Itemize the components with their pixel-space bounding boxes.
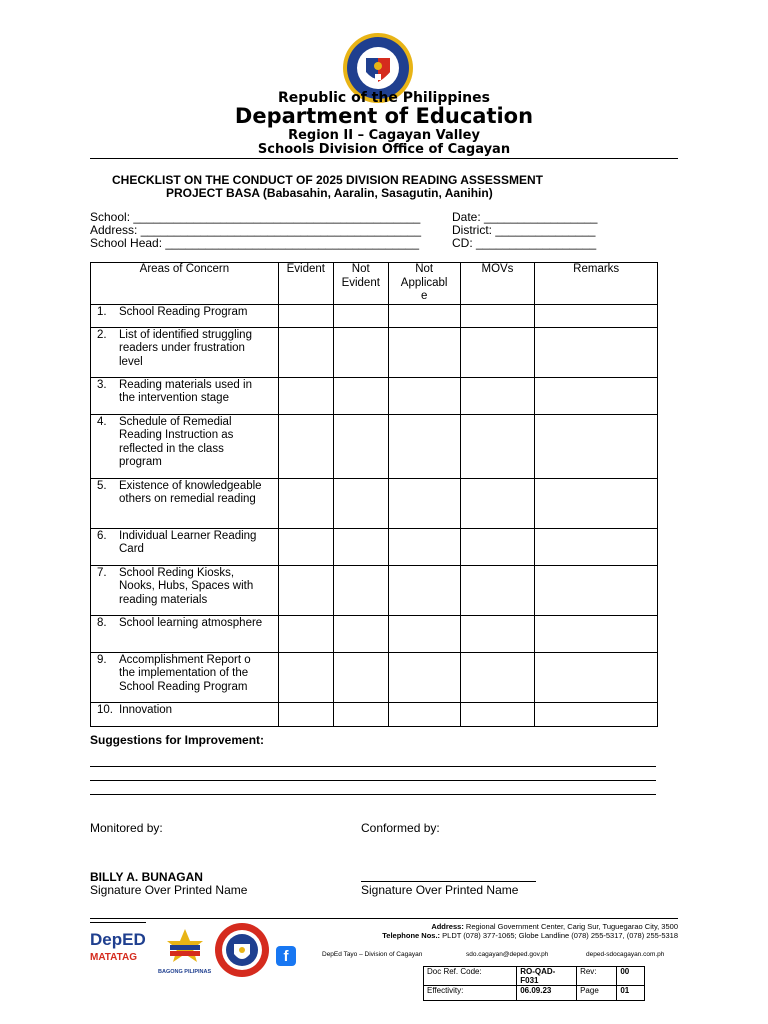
school-field[interactable]: School: ___________________________________________ <box>90 210 421 224</box>
address-field[interactable]: Address: __________________________________________ <box>90 223 421 237</box>
suggestions-label: Suggestions for Improvement: <box>90 733 265 747</box>
not-evident-cell[interactable] <box>333 615 388 652</box>
division-of-cagayan-seal <box>214 922 270 978</box>
document-title: CHECKLIST ON THE CONDUCT OF 2025 DIVISION READING ASSESSMENT <box>112 173 543 187</box>
bagong-pilipinas-text: BAGONG PILIPINAS <box>158 969 212 975</box>
evident-cell[interactable] <box>278 652 333 702</box>
evident-cell[interactable] <box>278 478 333 528</box>
department-heading: Department of Education <box>234 104 534 128</box>
area-of-concern-cell <box>91 414 279 478</box>
area-of-concern-cell <box>91 377 279 414</box>
evident-cell[interactable] <box>278 327 333 377</box>
cd-field[interactable]: CD: __________________ <box>452 236 597 250</box>
not-evident-cell[interactable] <box>333 377 388 414</box>
remarks-cell[interactable] <box>535 702 658 726</box>
remarks-cell[interactable] <box>535 652 658 702</box>
suggestion-line[interactable] <box>90 766 656 767</box>
page-label: Page <box>577 986 617 1001</box>
rev-label: Rev: <box>577 967 617 986</box>
conformed-by-label: Conformed by: <box>361 821 440 835</box>
table-row <box>91 327 658 377</box>
row-number: 10. <box>97 703 113 716</box>
column-header: Remarks <box>535 263 658 305</box>
area-of-concern-text: Reading materials used in the intervention stage <box>119 378 252 404</box>
area-of-concern-text: Schedule of Remedial Reading Instruction as reflected in the class program <box>119 415 234 468</box>
monitor-name: BILLY A. BUNAGAN <box>90 870 203 884</box>
effectivity-label: Effectivity: <box>424 986 517 1001</box>
bagong-pilipinas-logo <box>160 927 210 979</box>
not-applicable-cell[interactable] <box>388 528 460 565</box>
not-evident-cell[interactable] <box>333 702 388 726</box>
remarks-cell[interactable] <box>535 414 658 478</box>
remarks-cell[interactable] <box>535 478 658 528</box>
school-head-field[interactable]: School Head: ______________________________________ <box>90 236 419 250</box>
area-of-concern-text: School Reding Kiosks, Nooks, Hubs, Spaces with reading materials <box>119 566 254 606</box>
area-of-concern-text: School Reading Program <box>119 305 248 318</box>
area-of-concern-text: Accomplishment Report o the implementation of the School Reading Program <box>119 653 251 693</box>
evident-cell[interactable] <box>278 702 333 726</box>
remarks-cell[interactable] <box>535 304 658 327</box>
not-applicable-cell[interactable] <box>388 652 460 702</box>
table-row <box>91 377 658 414</box>
not-applicable-cell[interactable] <box>388 327 460 377</box>
area-of-concern-text: List of identified struggling readers under frustration level <box>119 328 252 368</box>
row-number: 7. <box>97 566 107 579</box>
area-of-concern-cell <box>91 702 279 726</box>
movs-cell[interactable] <box>460 702 535 726</box>
monitored-by-label: Monitored by: <box>90 821 163 835</box>
region-heading: Region II – Cagayan Valley <box>288 128 480 143</box>
column-header: Not Applicabl e <box>388 263 460 305</box>
not-applicable-cell[interactable] <box>388 615 460 652</box>
footer-divider <box>90 918 678 919</box>
not-evident-cell[interactable] <box>333 414 388 478</box>
evident-cell[interactable] <box>278 528 333 565</box>
page-value: 01 <box>617 986 645 1001</box>
area-of-concern-text: Individual Learner Reading Card <box>119 529 257 555</box>
area-of-concern-cell <box>91 528 279 565</box>
suggestion-line[interactable] <box>90 780 656 781</box>
not-evident-cell[interactable] <box>333 528 388 565</box>
row-number: 3. <box>97 378 107 391</box>
deped-logo-text: DepED <box>90 930 146 949</box>
remarks-cell[interactable] <box>535 528 658 565</box>
email-text[interactable]: sdo.cagayan@deped.gov.ph <box>466 951 549 958</box>
not-evident-cell[interactable] <box>333 478 388 528</box>
table-row <box>91 528 658 565</box>
movs-cell[interactable] <box>460 304 535 327</box>
area-of-concern-text: School learning atmosphere <box>119 616 263 629</box>
movs-cell[interactable] <box>460 327 535 377</box>
movs-cell[interactable] <box>460 615 535 652</box>
movs-cell[interactable] <box>460 414 535 478</box>
evident-cell[interactable] <box>278 304 333 327</box>
doc-ref-value: RO-QAD-F031 <box>517 967 577 986</box>
column-header: Evident <box>278 263 333 305</box>
column-header: MOVs <box>460 263 535 305</box>
not-applicable-cell[interactable] <box>388 565 460 615</box>
remarks-cell[interactable] <box>535 377 658 414</box>
area-of-concern-cell <box>91 565 279 615</box>
facebook-page-text[interactable]: DepEd Tayo – Division of Cagayan <box>322 951 423 958</box>
area-of-concern-cell <box>91 615 279 652</box>
not-applicable-cell[interactable] <box>388 414 460 478</box>
website-text[interactable]: deped-sdocagayan.com.ph <box>586 951 665 958</box>
row-number: 8. <box>97 616 107 629</box>
area-of-concern-text: Existence of knowledgeable others on remedial reading <box>119 479 262 505</box>
row-number: 9. <box>97 653 107 666</box>
area-of-concern-cell <box>91 478 279 528</box>
footer-address: Address: Regional Government Center, Carig Sur, Tuguegarao City, 3500 <box>431 922 678 931</box>
table-row <box>91 615 658 652</box>
rev-value: 00 <box>617 967 645 986</box>
checklist-table <box>90 262 658 727</box>
suggestion-line[interactable] <box>90 794 656 795</box>
area-of-concern-text: Innovation <box>119 703 173 716</box>
row-number: 4. <box>97 415 107 428</box>
matatag-logo-text: MATATAG <box>90 952 138 963</box>
not-applicable-cell[interactable] <box>388 478 460 528</box>
footer-telephone: Telephone Nos.: PLDT (078) 377-1065; Globe Landline (078) 255-5317, (078) 255-5318 <box>382 931 678 940</box>
area-of-concern-cell <box>91 652 279 702</box>
evident-cell[interactable] <box>278 414 333 478</box>
row-number: 6. <box>97 529 107 542</box>
row-number: 2. <box>97 328 107 341</box>
movs-cell[interactable] <box>460 377 535 414</box>
signature-label-left: Signature Over Printed Name <box>90 883 248 897</box>
table-row <box>91 702 658 726</box>
table-row <box>91 565 658 615</box>
table-row <box>91 478 658 528</box>
document-reference-table <box>423 966 645 1001</box>
district-field[interactable]: District: _______________ <box>452 223 596 237</box>
date-field[interactable]: Date: _________________ <box>452 210 598 224</box>
area-of-concern-cell <box>91 304 279 327</box>
not-evident-cell[interactable] <box>333 304 388 327</box>
movs-cell[interactable] <box>460 565 535 615</box>
not-applicable-cell[interactable] <box>388 377 460 414</box>
remarks-cell[interactable] <box>535 615 658 652</box>
not-applicable-cell[interactable] <box>388 702 460 726</box>
area-of-concern-cell <box>91 327 279 377</box>
movs-cell[interactable] <box>460 528 535 565</box>
effectivity-value: 06.09.23 <box>517 986 577 1001</box>
not-applicable-cell[interactable] <box>388 304 460 327</box>
document-subtitle: PROJECT BASA (Babasahin, Aaralin, Sasagutin, Aanihin) <box>166 186 493 200</box>
header-divider <box>90 158 678 159</box>
row-number: 5. <box>97 479 107 492</box>
signature-line[interactable] <box>361 881 536 882</box>
not-evident-cell[interactable] <box>333 327 388 377</box>
footer-divider-short <box>90 922 146 923</box>
movs-cell[interactable] <box>460 652 535 702</box>
movs-cell[interactable] <box>460 478 535 528</box>
deped-matatag-logo <box>90 930 150 970</box>
evident-cell[interactable] <box>278 377 333 414</box>
bagong-pilipinas-icon <box>160 927 210 967</box>
table-row <box>91 652 658 702</box>
doc-ref-label: Doc Ref. Code: <box>424 967 517 986</box>
table-row <box>91 414 658 478</box>
remarks-cell[interactable] <box>535 327 658 377</box>
not-evident-cell[interactable] <box>333 652 388 702</box>
column-header: Areas of Concern <box>91 263 279 305</box>
division-heading: Schools Division Office of Cagayan <box>257 142 511 157</box>
table-row <box>91 304 658 327</box>
column-header: Not Evident <box>333 263 388 305</box>
row-number: 1. <box>97 305 107 318</box>
not-evident-cell[interactable] <box>333 565 388 615</box>
evident-cell[interactable] <box>278 615 333 652</box>
signature-label-right: Signature Over Printed Name <box>361 883 519 897</box>
remarks-cell[interactable] <box>535 565 658 615</box>
republic-heading: Republic of the Philippines <box>278 90 490 106</box>
facebook-icon[interactable]: f <box>276 946 296 966</box>
evident-cell[interactable] <box>278 565 333 615</box>
